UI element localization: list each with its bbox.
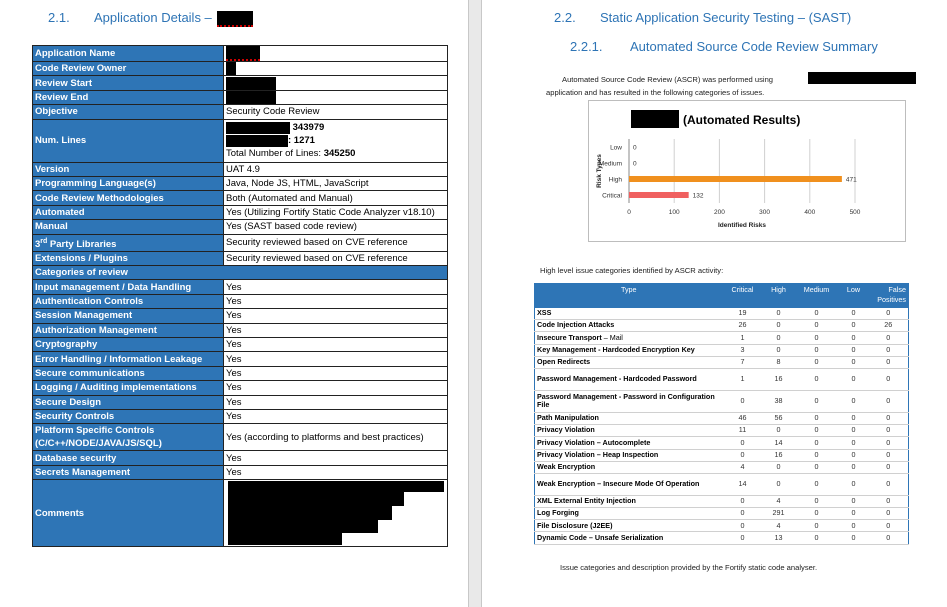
label-num: 3 [35, 238, 41, 250]
chart-data-label: 132 [692, 192, 704, 200]
issue-count: 46 [723, 412, 763, 424]
issue-count: 13 [763, 532, 795, 544]
issue-count: 0 [839, 520, 869, 532]
detail-value: UAT 4.9 [224, 162, 448, 176]
issue-count: 16 [763, 449, 795, 461]
chart-x-tick: 0 [627, 209, 631, 216]
issue-count: 0 [795, 425, 839, 437]
issue-count: 0 [795, 532, 839, 544]
issue-type [535, 308, 723, 320]
issue-count: 0 [839, 412, 869, 424]
issue-type-text: Code Injection Attacks [537, 320, 615, 330]
issue-type [535, 412, 723, 424]
issue-count: 0 [869, 425, 909, 437]
detail-value: Yes (SAST based code review) [224, 220, 448, 234]
issue-count: 0 [723, 508, 763, 520]
issue-row [535, 437, 909, 449]
issue-type-text: Open Redirects [537, 357, 591, 367]
issue-count: 4 [763, 495, 795, 507]
issue-type-text: Privacy Violation – Autocomplete [537, 437, 651, 447]
issue-count: 0 [869, 449, 909, 461]
issue-count: 0 [795, 461, 839, 473]
issue-count: 0 [723, 495, 763, 507]
issue-count: 3 [723, 344, 763, 356]
issue-count: 0 [763, 332, 795, 344]
issue-count: 0 [869, 308, 909, 320]
detail-row [33, 395, 448, 409]
detail-label: Objective [33, 105, 224, 119]
issue-type-text: Dynamic Code – Unsafe Serialization [537, 532, 664, 542]
detail-value: Java, Node JS, HTML, JavaScript [224, 176, 448, 190]
heading-number: 2.2.1. [570, 39, 603, 54]
issue-type-text: Key Management - Hardcoded Encryption Key [537, 344, 695, 354]
issues-col-header: Critical [723, 284, 763, 309]
chart-bar-high [629, 176, 842, 182]
detail-label: Authorization Management [33, 323, 224, 337]
issue-count: 0 [723, 449, 763, 461]
detail-row [33, 409, 448, 423]
label-sup: rd [40, 237, 48, 245]
issue-type [535, 344, 723, 356]
issue-row [535, 532, 909, 544]
detail-row [33, 220, 448, 234]
detail-label: Secrets Management [33, 465, 224, 479]
total-value: 345250 [323, 148, 356, 160]
detail-label: Comments [33, 480, 224, 547]
issue-count: 14 [763, 437, 795, 449]
detail-value: Yes [224, 465, 448, 479]
issues-col-header: False Positives [869, 284, 909, 309]
issue-count: 19 [723, 308, 763, 320]
chart-category-label: High [608, 176, 622, 184]
issue-count: 0 [839, 425, 869, 437]
issue-type [535, 508, 723, 520]
section-heading-sast [554, 10, 851, 25]
total-prefix: Total Number of Lines: [226, 148, 324, 160]
detail-row [33, 46, 448, 62]
issue-count: 0 [839, 344, 869, 356]
issue-row [535, 344, 909, 356]
chart-title: (Automated Results) [683, 113, 801, 127]
issue-count: 0 [839, 461, 869, 473]
issue-type-text: Weak Encryption – Insecure Mode Of Operation [537, 479, 700, 489]
issue-count: 0 [839, 390, 869, 412]
issue-type-text: Path Manipulation [537, 413, 599, 423]
platform-label-1: Platform Specific Controls [35, 425, 155, 437]
issues-col-header: Medium [795, 284, 839, 309]
detail-row [33, 451, 448, 465]
issue-count: 7 [723, 356, 763, 368]
issue-row [535, 412, 909, 424]
issue-count: 0 [869, 461, 909, 473]
detail-row [33, 294, 448, 308]
issue-type-text: Password Management - Hardcoded Password [537, 374, 697, 384]
num-lines-value-1: 343979 [292, 122, 325, 134]
issue-count: 0 [839, 356, 869, 368]
issue-count: 0 [795, 437, 839, 449]
issue-count: 26 [869, 320, 909, 332]
detail-row [33, 280, 448, 294]
issue-type [535, 390, 723, 412]
issue-count: 0 [869, 495, 909, 507]
chart-data-label: 0 [633, 160, 637, 168]
issue-count: 4 [763, 520, 795, 532]
detail-value: Yes [224, 309, 448, 323]
issue-type [535, 356, 723, 368]
issues-col-header: Type [535, 284, 723, 309]
detail-label: Session Management [33, 309, 224, 323]
heading-number: 2.2. [554, 10, 576, 25]
redacted-value [226, 46, 260, 61]
issue-count: 38 [763, 390, 795, 412]
issue-count: 0 [795, 508, 839, 520]
issue-row [535, 308, 909, 320]
detail-row [33, 381, 448, 395]
issue-count: 0 [869, 368, 909, 390]
detail-label: Secure communications [33, 366, 224, 380]
issue-row [535, 320, 909, 332]
detail-row [33, 62, 448, 76]
issue-row [535, 332, 909, 344]
detail-label: Programming Language(s) [33, 176, 224, 190]
detail-label: Automated [33, 205, 224, 219]
issue-row [535, 495, 909, 507]
issue-categories-table [534, 283, 909, 545]
detail-row [33, 309, 448, 323]
redacted-comment-5 [228, 533, 342, 545]
issue-type-text: Password Management - Password in Configuration File [537, 391, 715, 410]
detail-label: Secure Design [33, 395, 224, 409]
issue-count: 0 [839, 308, 869, 320]
issue-count: 0 [795, 308, 839, 320]
detail-label: Application Name [33, 46, 224, 62]
issue-count: 0 [723, 437, 763, 449]
detail-value: Yes [224, 409, 448, 423]
intro-paragraph-line1 [562, 75, 773, 84]
heading-text: Static Application Security Testing – (SAST) [600, 10, 852, 25]
detail-value: Yes [224, 381, 448, 395]
redacted-tool-name [808, 72, 916, 84]
issue-count: 291 [763, 508, 795, 520]
issue-count: 14 [723, 473, 763, 495]
chart-data-label: 0 [633, 144, 637, 152]
detail-value: Yes [224, 338, 448, 352]
chart-x-tick: 500 [849, 209, 861, 216]
issue-count: 56 [763, 412, 795, 424]
categories-title: Categories of review [33, 266, 448, 280]
issue-count: 0 [795, 495, 839, 507]
issue-count: 0 [839, 437, 869, 449]
chart-x-tick: 400 [804, 209, 816, 216]
issue-row [535, 520, 909, 532]
issue-type [535, 449, 723, 461]
issue-row [535, 368, 909, 390]
issue-count: 0 [795, 412, 839, 424]
issue-count: 0 [839, 449, 869, 461]
issues-col-header: High [763, 284, 795, 309]
issue-type-text: File Disclosure (J2EE) [537, 520, 613, 530]
chart-x-tick: 200 [713, 209, 725, 216]
comments-value [224, 480, 448, 547]
issues-intro-text: High level issue categories identified by ASCR activity: [540, 266, 724, 275]
detail-value: Yes [224, 280, 448, 294]
chart-x-tick: 100 [668, 209, 680, 216]
detail-value: Yes [224, 352, 448, 366]
issue-type [535, 495, 723, 507]
issue-type [535, 520, 723, 532]
chart-bar-critical [629, 192, 689, 198]
chart-x-label: Identified Risks [717, 222, 767, 229]
issue-count: 0 [795, 390, 839, 412]
detail-value: Yes [224, 451, 448, 465]
detail-row-third-party [33, 234, 448, 251]
detail-row [33, 338, 448, 352]
issue-count: 0 [723, 520, 763, 532]
issue-count: 0 [795, 449, 839, 461]
detail-value [224, 46, 448, 62]
issue-count: 0 [795, 356, 839, 368]
chart-y-label: Risk Types [596, 154, 603, 188]
chart-category-label: Medium [598, 160, 622, 168]
detail-value-num-lines [224, 119, 448, 162]
chart-data-label: 471 [845, 176, 857, 184]
issue-count: 0 [795, 320, 839, 332]
redacted-comment-2 [228, 492, 404, 506]
issue-type [535, 368, 723, 390]
detail-label: Authentication Controls [33, 294, 224, 308]
redacted-module-2 [226, 135, 288, 147]
detail-row [33, 352, 448, 366]
detail-label: Extensions / Plugins [33, 251, 224, 265]
redacted-value [226, 62, 236, 75]
right-page [482, 0, 947, 607]
detail-label: Num. Lines [33, 119, 224, 162]
issue-count: 0 [839, 320, 869, 332]
issue-count: 0 [869, 356, 909, 368]
num-lines-total [226, 147, 445, 160]
issue-type-text: XSS [537, 308, 552, 318]
issue-type [535, 473, 723, 495]
detail-row [33, 105, 448, 119]
detail-value: Both (Automated and Manual) [224, 191, 448, 205]
detail-value: Yes [224, 395, 448, 409]
issue-count: 11 [723, 425, 763, 437]
redacted-chart-title-prefix [631, 110, 679, 128]
intro-paragraph-line2: application and has resulted in the following categories of issues. [546, 88, 765, 97]
detail-label: Code Review Methodologies [33, 191, 224, 205]
detail-label: Code Review Owner [33, 62, 224, 76]
detail-label: Error Handling / Information Leakage [33, 352, 224, 366]
intro-text: Automated Source Code Review (ASCR) was performed using [562, 75, 774, 84]
issue-count: 0 [839, 508, 869, 520]
issue-count: 16 [763, 368, 795, 390]
detail-label: Input management / Data Handling [33, 280, 224, 294]
detail-value: Yes [224, 366, 448, 380]
issue-count: 4 [723, 461, 763, 473]
num-lines-line1 [226, 121, 445, 134]
issue-count: 0 [795, 332, 839, 344]
redacted-comment-3 [228, 506, 392, 520]
label-rest: Party Libraries [47, 238, 117, 250]
issue-count: 0 [763, 473, 795, 495]
issue-type-text: Log Forging [537, 508, 579, 518]
issue-count: 0 [839, 332, 869, 344]
detail-row [33, 205, 448, 219]
issue-row [535, 449, 909, 461]
issue-type-suffix: – Mail [601, 332, 623, 342]
detail-row [33, 76, 448, 90]
detail-value: Security Code Review [224, 105, 448, 119]
automated-results-chart [588, 100, 906, 242]
redacted-comment-4 [228, 520, 378, 533]
detail-row [33, 191, 448, 205]
chart-category-label: Low [610, 144, 622, 152]
heading-text: Automated Source Code Review Summary [630, 39, 878, 54]
detail-label: Database security [33, 451, 224, 465]
issue-count: 0 [763, 308, 795, 320]
detail-value: Yes (according to platforms and best practices) [224, 424, 448, 451]
chart-svg [589, 101, 905, 241]
issue-type-text: XML External Entity Injection [537, 496, 636, 506]
redacted-value [226, 77, 276, 90]
detail-row [33, 323, 448, 337]
redacted-app-name [217, 11, 253, 27]
chart-category-label: Critical [602, 192, 622, 200]
detail-row [33, 176, 448, 190]
detail-label [33, 234, 224, 251]
platform-label-2: (C/C++/NODE/JAVA/JS/SQL) [35, 438, 162, 450]
issue-count: 0 [839, 368, 869, 390]
detail-row-comments [33, 480, 448, 547]
heading-number: 2.1. [48, 10, 70, 25]
issue-count: 0 [869, 473, 909, 495]
page-gutter [468, 0, 482, 607]
issue-count: 0 [795, 344, 839, 356]
issue-count: 0 [763, 320, 795, 332]
detail-row [33, 366, 448, 380]
issue-type [535, 532, 723, 544]
footer-note: Issue categories and description provided by the Fortify static code analyser. [560, 563, 818, 572]
issue-count: 1 [723, 368, 763, 390]
subsection-heading-ascr-summary [570, 39, 878, 54]
detail-value [224, 76, 448, 90]
detail-label: Logging / Auditing implementations [33, 381, 224, 395]
detail-row [33, 251, 448, 265]
detail-value: Yes (Utilizing Fortify Static Code Analyzer v18.10) [224, 205, 448, 219]
detail-label: Manual [33, 220, 224, 234]
left-page [0, 0, 468, 607]
num-lines-value-2: : 1271 [288, 135, 315, 147]
detail-value: Yes [224, 294, 448, 308]
heading-text: Application Details – [94, 10, 212, 25]
issue-row [535, 473, 909, 495]
issue-count: 0 [795, 368, 839, 390]
issue-type-text: Weak Encryption [537, 461, 596, 471]
issue-count: 0 [763, 425, 795, 437]
issue-row [535, 461, 909, 473]
issue-type [535, 425, 723, 437]
issue-count: 0 [723, 390, 763, 412]
issue-count: 1 [723, 332, 763, 344]
issue-count: 0 [869, 332, 909, 344]
issue-count: 0 [869, 390, 909, 412]
detail-label: Version [33, 162, 224, 176]
detail-value [224, 62, 448, 76]
issue-count: 0 [795, 520, 839, 532]
issue-type-text: Insecure Transport [537, 332, 602, 342]
detail-value: Security reviewed based on CVE reference [224, 234, 448, 251]
num-lines-line2 [226, 134, 445, 147]
issues-col-header: Low [839, 284, 869, 309]
issue-count: 0 [839, 532, 869, 544]
detail-value: Yes [224, 323, 448, 337]
detail-row-platform [33, 424, 448, 451]
redacted-comment-1 [228, 481, 444, 492]
issue-type-text: Privacy Violation [537, 425, 595, 435]
application-details-table [32, 45, 448, 547]
issue-count: 0 [869, 344, 909, 356]
issue-type [535, 461, 723, 473]
issue-count: 0 [795, 473, 839, 495]
issue-count: 0 [763, 344, 795, 356]
chart-x-tick: 300 [759, 209, 771, 216]
section-heading-application-details [48, 10, 253, 27]
issue-count: 0 [869, 520, 909, 532]
issue-count: 0 [869, 437, 909, 449]
issue-count: 26 [723, 320, 763, 332]
issue-count: 8 [763, 356, 795, 368]
issue-count: 0 [839, 495, 869, 507]
issue-count: 0 [869, 508, 909, 520]
categories-section-header [33, 266, 448, 280]
detail-value: Security reviewed based on CVE reference [224, 251, 448, 265]
detail-label: Security Controls [33, 409, 224, 423]
issue-count: 0 [839, 473, 869, 495]
issue-count: 0 [723, 532, 763, 544]
issue-type [535, 320, 723, 332]
detail-label: Review End [33, 90, 224, 104]
issue-count: 0 [869, 532, 909, 544]
detail-row [33, 90, 448, 104]
issue-type [535, 437, 723, 449]
issue-row [535, 508, 909, 520]
issue-count: 0 [763, 461, 795, 473]
detail-label: Review Start [33, 76, 224, 90]
detail-row [33, 465, 448, 479]
redacted-module-1 [226, 122, 290, 134]
detail-row-num-lines [33, 119, 448, 162]
issue-row [535, 425, 909, 437]
issue-row [535, 390, 909, 412]
issue-count: 0 [869, 412, 909, 424]
issue-row [535, 356, 909, 368]
redacted-value [226, 91, 276, 104]
issue-type [535, 332, 723, 344]
detail-label [33, 424, 224, 451]
issue-type-text: Privacy Violation – Heap Inspection [537, 449, 659, 459]
detail-row [33, 162, 448, 176]
detail-label: Cryptography [33, 338, 224, 352]
detail-value [224, 90, 448, 104]
